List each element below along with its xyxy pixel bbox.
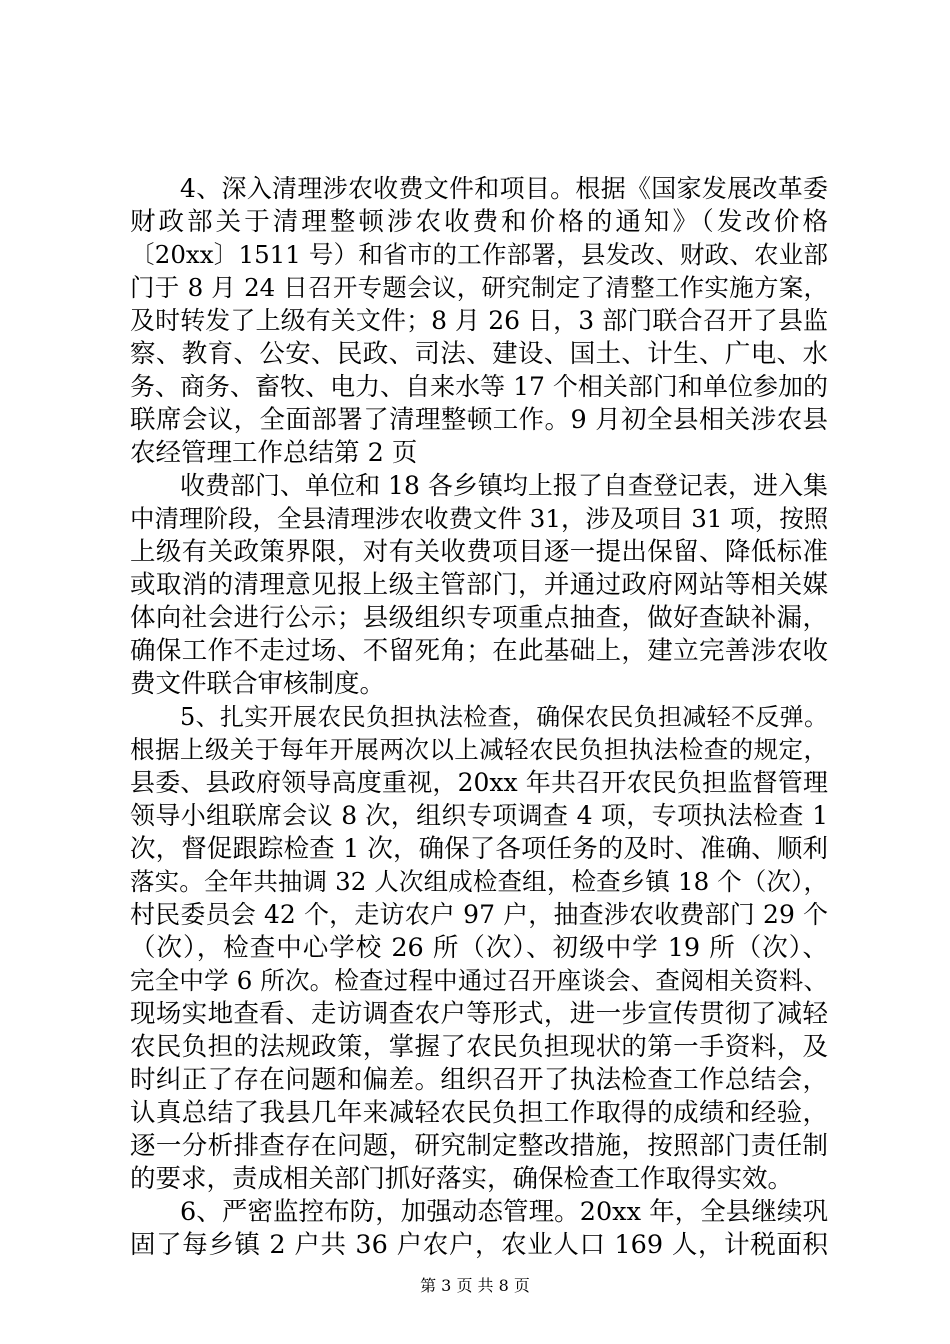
paragraph-2-line-1: 收费部门、单位和 18 各乡镇均上报了自查登记表，进入集 [180, 471, 828, 500]
paragraph-2-line-6: 确保工作不走过场、不留死角；在此基础上，建立完善涉农收 [130, 636, 828, 666]
paragraph-3-line-4: 领导小组联席会议 8 次，组织专项调查 4 项，专项执法检查 1 [130, 801, 828, 830]
paragraph-3-line-13: 认真总结了我县几年来减轻农民负担工作取得的成绩和经验， [130, 1098, 828, 1128]
paragraph-3-line-10: 现场实地查看、走访调查农户等形式，进一步宣传贯彻了减轻 [130, 999, 828, 1029]
paragraph-3-line-7: 村民委员会 42 个，走访农户 97 户，抽查涉农收费部门 29 个 [130, 900, 828, 929]
paragraph-3-line-3: 县委、县政府领导高度重视，20xx 年共召开农民负担监督管理 [130, 768, 828, 797]
paragraph-3-line-8: （次），检查中心学校 26 所（次）、初级中学 19 所（次）、 [130, 933, 828, 963]
paragraph-2-line-5: 体向社会进行公示；县级组织专项重点抽查，做好查缺补漏， [130, 603, 828, 633]
paragraph-3-line-9: 完全中学 6 所次。检查过程中通过召开座谈会、查阅相关资料、 [130, 966, 828, 995]
paragraph-3-line-2: 根据上级关于每年开展两次以上减轻农民负担执法检查的规定， [130, 735, 828, 764]
paragraph-1-line-4: 门于 8 月 24 日召开专题会议，研究制定了清整工作实施方案， [130, 273, 828, 302]
paragraph-3-line-6: 落实。全年共抽调 32 人次组成检查组，检查乡镇 18 个（次）， [130, 867, 828, 896]
paragraph-4-line-1: 6、严密监控布防，加强动态管理。20xx 年，全县继续巩 [180, 1197, 828, 1227]
paragraph-1-line-8: 联席会议，全面部署了清理整顿工作。9 月初全县相关涉农县 [130, 405, 828, 435]
paragraph-3-line-5: 次，督促跟踪检查 1 次，确保了各项任务的及时、准确、顺利 [130, 834, 828, 864]
paragraph-3-line-12: 时纠正了存在问题和偏差。组织召开了执法检查工作总结会， [130, 1065, 828, 1095]
page-footer: 第 3 页 共 8 页 [420, 1276, 530, 1295]
paragraph-3-line-1: 5、扎实开展农民负担执法检查，确保农民负担减轻不反弹。 [180, 703, 828, 731]
paragraph-1-line-5: 及时转发了上级有关文件；8 月 26 日，3 部门联合召开了县监 [130, 306, 828, 335]
paragraph-2-line-7: 费文件联合审核制度。 [130, 669, 386, 699]
paragraph-2-line-4: 或取消的清理意见报上级主管部门，并通过政府网站等相关媒 [130, 570, 828, 600]
paragraph-1-line-3: 〔20xx〕1511 号）和省市的工作部署，县发改、财政、农业部 [130, 240, 828, 269]
paragraph-1-line-7: 务、商务、畜牧、电力、自来水等 17 个相关部门和单位参加的 [130, 372, 828, 401]
paragraph-1-line-1: 4、深入清理涉农收费文件和项目。根据《国家发展改革委 [180, 174, 828, 203]
paragraph-1-line-9: 农经管理工作总结第 2 页 [130, 438, 418, 468]
paragraph-2-line-3: 上级有关政策界限，对有关收费项目逐一提出保留、降低标准 [130, 537, 828, 567]
paragraph-1-line-6: 察、教育、公安、民政、司法、建设、国土、计生、广电、水 [130, 339, 828, 369]
paragraph-2-line-2: 中清理阶段，全县清理涉农收费文件 31，涉及项目 31 项，按照 [130, 504, 829, 533]
paragraph-1-line-2: 财政部关于清理整顿涉农收费和价格的通知》（发改价格 [130, 207, 828, 237]
paragraph-3-line-11: 农民负担的法规政策，掌握了农民负担现状的第一手资料，及 [130, 1032, 828, 1062]
paragraph-3-line-14: 逐一分析排查存在问题，研究制定整改措施，按照部门责任制 [130, 1131, 828, 1161]
paragraph-3-line-15: 的要求，责成相关部门抓好落实，确保检查工作取得实效。 [130, 1164, 794, 1194]
paragraph-4-line-2: 固了每乡镇 2 户共 36 户农户，农业人口 169 人，计税面积 [130, 1230, 828, 1260]
